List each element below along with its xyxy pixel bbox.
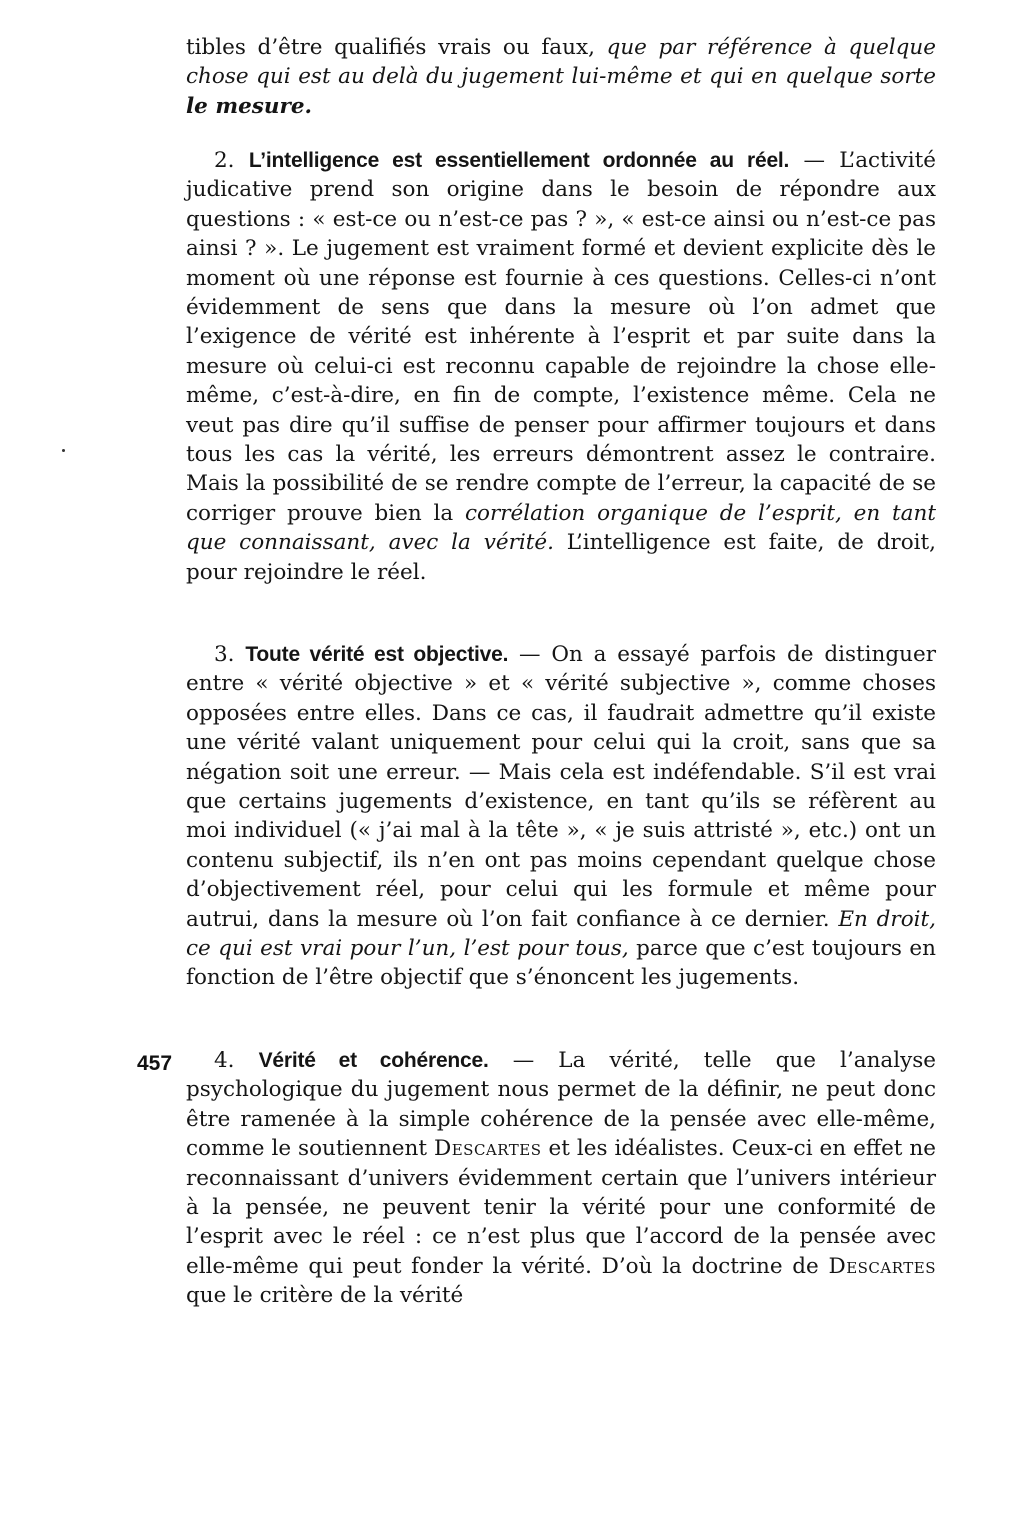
- text-run: et les idéalistes. Ceux-ci en effet ne reconnaissant d’univers évidemment certain que l’univers intérieur à la pensée, ne peuvent tenir la vérité pour une conformité de l’esprit avec le réel : ce n’est plus que l’accord de la pensée avec elle-même qui peut fonder la vérité. D’où la doctrine de: [186, 1136, 936, 1279]
- author-name-smallcaps: Descartes: [828, 1253, 936, 1279]
- text-run: parce que c’est toujours en fonction de l’être objectif que s’énoncent les jugements.: [186, 936, 936, 991]
- section-number: 4.: [214, 1048, 259, 1073]
- text-run: L’intelligence est faite, de droit, pour rejoindre le réel.: [186, 530, 936, 585]
- text-run: que le critère de la vérité: [186, 1283, 464, 1309]
- text-run: — L’activité judicative prend son origine dans le besoin de répondre aux questions : « est-ce ou n’est-ce pas ? », « est-ce ainsi ou n’est-ce pas ainsi ? ». Le jugement est vraiment formé et devient explicite dès le moment où une réponse est fournie à ces questions. Celles-ci n’ont évidemment de sens que dans la mesure où l’on admet que l’exigence de vérité est inhérente à l’esprit et par suite dans la mesure où celui-ci est reconnu capable de rejoindre la chose elle-même, c’est-à-dire, en fin de compte, l’existence même. Cela ne veut pas dire qu’il suffise de penser pour affirmer toujours et dans tous les cas la vérité, les erreurs démontrent assez le contraire. Mais la possibilité de se rendre compte de l’erreur, la capacité de se corriger prouve bien la: [186, 148, 937, 526]
- print-speck: [62, 449, 65, 452]
- italic-text: corrélation organique de l’esprit, en tant que connaissant, avec la vérité.: [186, 500, 936, 556]
- text-run: — On a essayé parfois de distinguer entre « vérité objective » et « vérité subjective », comme choses opposées entre elles. Dans ce cas, il faudrait admettre qu’il existe une vérité valant uniquement pour celui qui la croit, sans que sa négation soit une erreur. — Mais cela est indéfendable. S’il est vrai que certains jugements d’existence, en tant qu’ils se réfèrent au moi individuel (« j’ai mal à la tête », « je suis attristé », etc.) ont un contenu subjectif, ils n’en ont pas moins cependant quelque chose d’objectivement réel, pour celui qui les formule et même pour autrui, dans la mesure où l’on fait confiance à ce dernier.: [186, 642, 936, 932]
- section-3: [186, 640, 936, 993]
- text-run: — La vérité, telle que l’analyse psychologique du jugement nous permet de la définir, ne peut donc être ramenée à la simple cohérence de la pensée avec elle-même, comme le soutiennent: [186, 1048, 937, 1162]
- paragraph-continuation: [186, 33, 936, 121]
- section-heading: Toute vérité est objective.: [245, 643, 509, 666]
- section-2: [186, 146, 936, 587]
- bold-italic-text: le mesure.: [186, 93, 312, 119]
- margin-paragraph-number: 457: [137, 1052, 173, 1075]
- section-number: 3.: [214, 642, 246, 667]
- section-heading: Vérité et cohérence.: [258, 1049, 489, 1072]
- italic-text: que par référence à quelque chose qui est au delà du jugement lui-même et qui en quelque sorte: [186, 35, 936, 90]
- section-4: [186, 1046, 936, 1311]
- text-run: tibles d’être qualifiés vrais ou faux,: [186, 35, 607, 60]
- italic-text: En droit, ce qui est vrai pour l’un, l’est pour tous,: [186, 906, 936, 962]
- section-heading: L’intelligence est essentiellement ordonnée au réel.: [248, 149, 790, 172]
- author-name-smallcaps: Descartes: [433, 1136, 542, 1162]
- section-number: 2.: [214, 148, 249, 173]
